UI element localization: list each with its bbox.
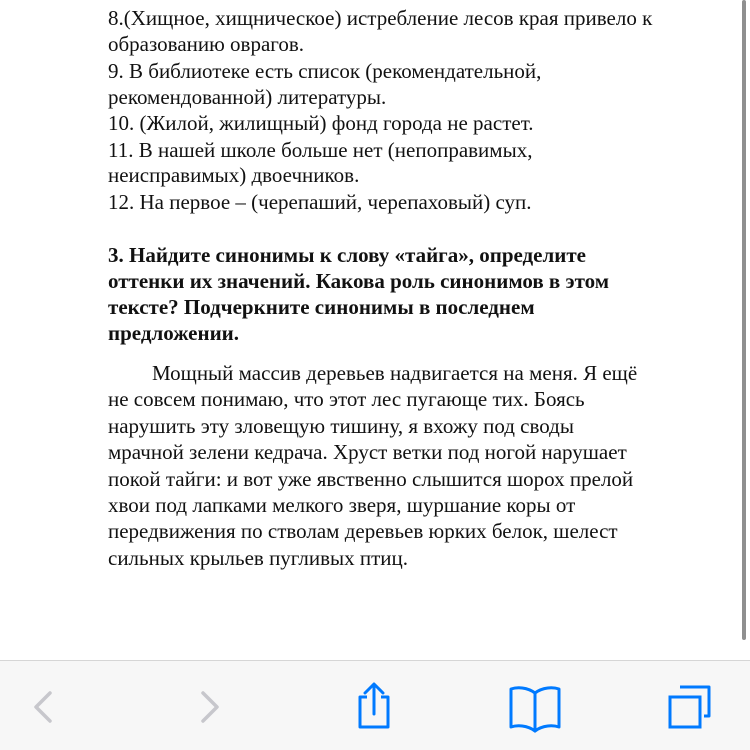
task-heading-line-2: оттенки их значений. Какова роль синонимов в этом [108, 269, 610, 293]
bookmarks-button[interactable] [505, 679, 565, 735]
paragraph-line-2: не совсем понимаю, что этот лес пугающе тих. Боясь [108, 387, 585, 411]
list-item-8-line-1: 8.(Хищное, хищническое) истребление лесов края привело к [108, 6, 653, 30]
tabs-icon [665, 679, 715, 735]
scroll-indicator[interactable] [742, 0, 746, 640]
list-item-9-line-2: рекомендованной) литературы. [108, 85, 387, 109]
list-item-11-line-1: 11. В нашей школе больше нет (непоправимых, [108, 138, 533, 162]
paragraph-line-1: Мощный массив деревьев надвигается на меня. Я ещё [152, 361, 638, 385]
share-icon [349, 679, 399, 735]
paragraph-line-3: нарушить эту зловещую тишину, я вхожу под своды [108, 414, 574, 438]
list-item-10: 10. (Жилой, жилищный) фонд города не растет. [108, 111, 534, 135]
share-button[interactable] [349, 679, 399, 735]
paragraph-line-4: мрачной зелени кедрача. Хруст ветки под ногой нарушает [108, 440, 627, 464]
tabs-button[interactable] [665, 679, 715, 735]
list-item-8-line-2: образованию оврагов. [108, 32, 305, 56]
open-book-icon [505, 679, 565, 735]
task-heading-line-1: 3. Найдите синонимы к слову «тайга», определите [108, 243, 587, 267]
paragraph-line-8: сильных крыльев пугливых птиц. [108, 546, 408, 570]
forward-button[interactable] [185, 679, 235, 735]
task-heading-line-3: тексте? Подчеркните синонимы в последнем [108, 295, 535, 319]
task-heading-line-4: предложении. [108, 321, 240, 345]
list-item-9-line-1: 9. В библиотеке есть список (рекомендательной, [108, 59, 542, 83]
browser-toolbar [0, 660, 750, 750]
list-item-12: 12. На первое – (черепаший, черепаховый) суп. [108, 190, 532, 214]
paragraph-line-6: хвои под лапками мелкого зверя, шуршание коры от [108, 493, 576, 517]
paragraph-line-7: передвижения по стволам деревьев юрких белок, шелест [108, 519, 618, 543]
back-button[interactable] [18, 679, 68, 735]
chevron-right-icon [185, 679, 235, 735]
list-item-11-line-2: неисправимых) двоечников. [108, 163, 360, 187]
chevron-left-icon [18, 679, 68, 735]
paragraph-line-5: покой тайги: и вот уже явственно слышится шорох прелой [108, 467, 634, 491]
